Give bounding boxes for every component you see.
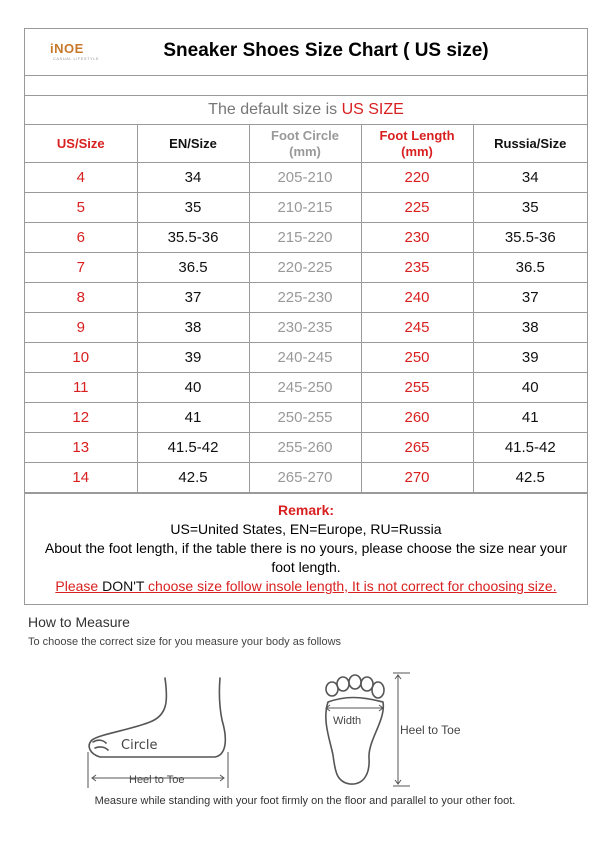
- russia-size-cell: 34: [473, 163, 587, 193]
- en-size-cell: 37: [137, 283, 249, 313]
- table-header-row: [25, 125, 587, 163]
- foot-length-cell: 270: [361, 463, 473, 493]
- top-foot-icon: [326, 675, 384, 784]
- russia-size-cell: 35: [473, 193, 587, 223]
- default-size-prefix: The default size is: [208, 101, 342, 118]
- table-row: [25, 403, 587, 433]
- foot-circle-cell: 225-230: [249, 283, 361, 313]
- foot-circle-cell: 265-270: [249, 463, 361, 493]
- foot-circle-cell: 210-215: [249, 193, 361, 223]
- table-row: [25, 373, 587, 403]
- foot-circle-cell: 230-235: [249, 313, 361, 343]
- warning-part-2: choose size follow insole length, It is not correct for choosing size.: [144, 578, 557, 594]
- remark-block: [25, 493, 587, 604]
- foot-circle-cell: 220-225: [249, 253, 361, 283]
- measure-instruction: Measure while standing with your foot firmly on the floor and parallel to your other foot.: [94, 795, 516, 807]
- how-to-measure-subtitle: To choose the correct size for you measure your body as follows: [28, 636, 342, 648]
- col-header-foot-length: Foot Length (mm): [361, 125, 473, 163]
- us-size-cell: 14: [25, 463, 137, 493]
- circle-label: Circle: [121, 738, 158, 753]
- russia-size-cell: 37: [473, 283, 587, 313]
- en-size-cell: 35: [137, 193, 249, 223]
- us-size-cell: 4: [25, 163, 137, 193]
- foot-circle-cell: 255-260: [249, 433, 361, 463]
- size-chart: [24, 28, 588, 605]
- how-to-measure-title: How to Measure: [28, 614, 130, 630]
- table-row: [25, 253, 587, 283]
- default-size-row: [25, 96, 587, 125]
- en-size-cell: 41.5-42: [137, 433, 249, 463]
- foot-length-cell: 240: [361, 283, 473, 313]
- us-size-cell: 10: [25, 343, 137, 373]
- foot-length-cell: 225: [361, 193, 473, 223]
- us-size-cell: 6: [25, 223, 137, 253]
- size-table: [25, 125, 587, 493]
- russia-size-cell: 38: [473, 313, 587, 343]
- en-size-cell: 40: [137, 373, 249, 403]
- brand-logo: iNOE: [50, 41, 84, 56]
- foot-length-cell: 265: [361, 433, 473, 463]
- warning-part-1: Please: [55, 578, 103, 594]
- foot-circle-cell: 205-210: [249, 163, 361, 193]
- us-size-cell: 5: [25, 193, 137, 223]
- russia-size-cell: 40: [473, 373, 587, 403]
- foot-circle-cell: 240-245: [249, 343, 361, 373]
- foot-length-cell: 230: [361, 223, 473, 253]
- us-size-cell: 13: [25, 433, 137, 463]
- russia-size-cell: 36.5: [473, 253, 587, 283]
- brand-logo-subtitle: CASUAL LIFESTYLE: [53, 56, 100, 61]
- remark-warning: [33, 577, 579, 596]
- us-size-cell: 11: [25, 373, 137, 403]
- us-size-cell: 12: [25, 403, 137, 433]
- table-row: [25, 163, 587, 193]
- foot-length-cell: 235: [361, 253, 473, 283]
- chart-title: Sneaker Shoes Size Chart ( US size): [163, 40, 489, 61]
- foot-length-cell: 245: [361, 313, 473, 343]
- table-row: [25, 283, 587, 313]
- en-size-cell: 34: [137, 163, 249, 193]
- foot-length-cell: 220: [361, 163, 473, 193]
- russia-size-cell: 42.5: [473, 463, 587, 493]
- foot-measurement-illustration: [0, 660, 610, 795]
- col-header-foot-circle: Foot Circle (mm): [249, 125, 361, 163]
- width-label: Width: [333, 715, 362, 727]
- table-row: [25, 193, 587, 223]
- default-size-highlight: US SIZE: [341, 101, 404, 118]
- en-size-cell: 38: [137, 313, 249, 343]
- en-size-cell: 41: [137, 403, 249, 433]
- table-row: [25, 343, 587, 373]
- en-size-cell: 35.5-36: [137, 223, 249, 253]
- table-row: [25, 433, 587, 463]
- foot-length-cell: 255: [361, 373, 473, 403]
- col-header-en-size: EN/Size: [137, 125, 249, 163]
- remark-title: Remark:: [277, 502, 335, 518]
- foot-length-cell: 250: [361, 343, 473, 373]
- foot-circle-cell: 215-220: [249, 223, 361, 253]
- spacer-row: [25, 76, 587, 96]
- us-size-cell: 8: [25, 283, 137, 313]
- en-size-cell: 42.5: [137, 463, 249, 493]
- russia-size-cell: 41: [473, 403, 587, 433]
- us-size-cell: 7: [25, 253, 137, 283]
- col-header-russia-size: Russia/Size: [473, 125, 587, 163]
- foot-length-cell: 260: [361, 403, 473, 433]
- russia-size-cell: 41.5-42: [473, 433, 587, 463]
- title-row: [25, 29, 587, 76]
- foot-circle-cell: 245-250: [249, 373, 361, 403]
- warning-dont: DON'T: [102, 578, 145, 594]
- russia-size-cell: 35.5-36: [473, 223, 587, 253]
- table-row: [25, 313, 587, 343]
- remark-abbreviations: US=United States, EN=Europe, RU=Russia: [170, 521, 442, 537]
- en-size-cell: 39: [137, 343, 249, 373]
- table-row: [25, 463, 587, 493]
- col-header-us-size: US/Size: [25, 125, 137, 163]
- heel-to-toe-top-label: Heel to Toe: [400, 723, 461, 737]
- russia-size-cell: 39: [473, 343, 587, 373]
- remark-foot-length-note: About the foot length, if the table there is no yours, please choose the size near your foot length.: [44, 540, 568, 575]
- foot-circle-cell: 250-255: [249, 403, 361, 433]
- table-row: [25, 223, 587, 253]
- en-size-cell: 36.5: [137, 253, 249, 283]
- us-size-cell: 9: [25, 313, 137, 343]
- heel-to-toe-side-label: Heel to Toe: [129, 774, 185, 786]
